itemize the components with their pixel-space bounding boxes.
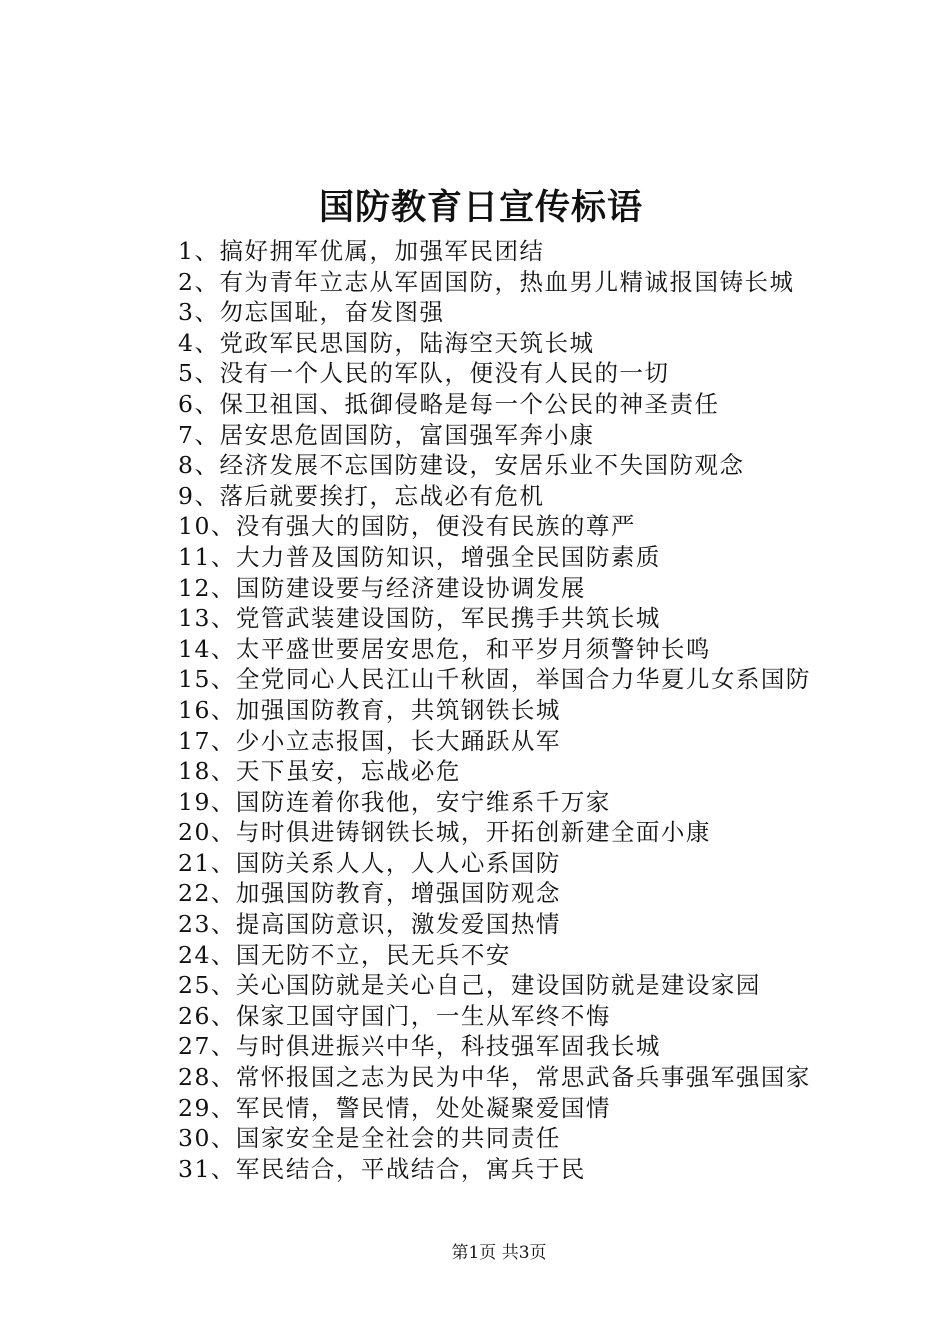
slogan-item: 29、军民情，警民情，处处凝聚爱国情	[178, 1093, 611, 1122]
slogan-item: 24、国无防不立，民无兵不安	[178, 940, 511, 969]
slogan-item: 18、天下虽安，忘战必危	[178, 757, 461, 786]
slogan-item: 15、全党同心人民江山千秋固，举国合力华夏儿女系国防	[178, 665, 811, 694]
slogan-item: 7、居安思危固国防，富国强军奔小康	[178, 420, 595, 449]
slogan-item: 26、保家卫国守国门，一生从军终不悔	[178, 1001, 611, 1030]
slogan-item: 14、太平盛世要居安思危，和平岁月须警钟长鸣	[178, 634, 711, 663]
slogan-item: 8、经济发展不忘国防建设，安居乐业不失国防观念	[178, 451, 745, 480]
slogan-item: 31、军民结合，平战结合，寓兵于民	[178, 1154, 586, 1183]
slogan-item: 10、没有强大的国防，便没有民族的尊严	[178, 512, 636, 541]
slogan-item: 2、有为青年立志从军固国防，热血男儿精诚报国铸长城	[178, 267, 795, 296]
slogan-item: 16、加强国防教育，共筑钢铁长城	[178, 695, 561, 724]
slogan-item: 22、加强国防教育，增强国防观念	[178, 879, 561, 908]
slogan-item: 11、大力普及国防知识，增强全民国防素质	[178, 542, 661, 571]
slogan-item: 27、与时俱进振兴中华，科技强军固我长城	[178, 1032, 661, 1061]
slogan-item: 30、国家安全是全社会的共同责任	[178, 1124, 561, 1153]
slogan-item: 21、国防关系人人，人人心系国防	[178, 848, 561, 877]
slogan-item: 19、国防连着你我他，安宁维系千万家	[178, 787, 611, 816]
slogan-item: 12、国防建设要与经济建设协调发展	[178, 573, 586, 602]
slogan-item: 3、勿忘国耻，奋发图强	[178, 298, 445, 327]
slogan-item: 23、提高国防意识，激发爱国热情	[178, 910, 561, 939]
slogan-item: 4、党政军民思国防，陆海空天筑长城	[178, 328, 595, 357]
slogan-item: 28、常怀报国之志为民为中华，常思武备兵事强军强国家	[178, 1063, 811, 1092]
slogan-item: 25、关心国防就是关心自己，建设国防就是建设家园	[178, 971, 761, 1000]
slogan-item: 20、与时俱进铸钢铁长城，开拓创新建全面小康	[178, 818, 711, 847]
slogan-list	[178, 236, 811, 1184]
slogan-item: 9、落后就要挨打，忘战必有危机	[178, 481, 545, 510]
slogan-item: 1、搞好拥军优属，加强军民团结	[178, 237, 545, 265]
page-footer: 第1页 共3页	[451, 1243, 547, 1263]
slogan-item: 6、保卫祖国、抵御侵略是每一个公民的神圣责任	[178, 389, 720, 418]
slogan-item: 13、党管武装建设国防，军民携手共筑长城	[178, 604, 661, 633]
document-title: 国防教育日宣传标语	[318, 187, 643, 228]
slogan-item: 17、少小立志报国，长大踊跃从军	[178, 726, 561, 755]
slogan-item: 5、没有一个人民的军队，便没有人民的一切	[178, 359, 670, 388]
